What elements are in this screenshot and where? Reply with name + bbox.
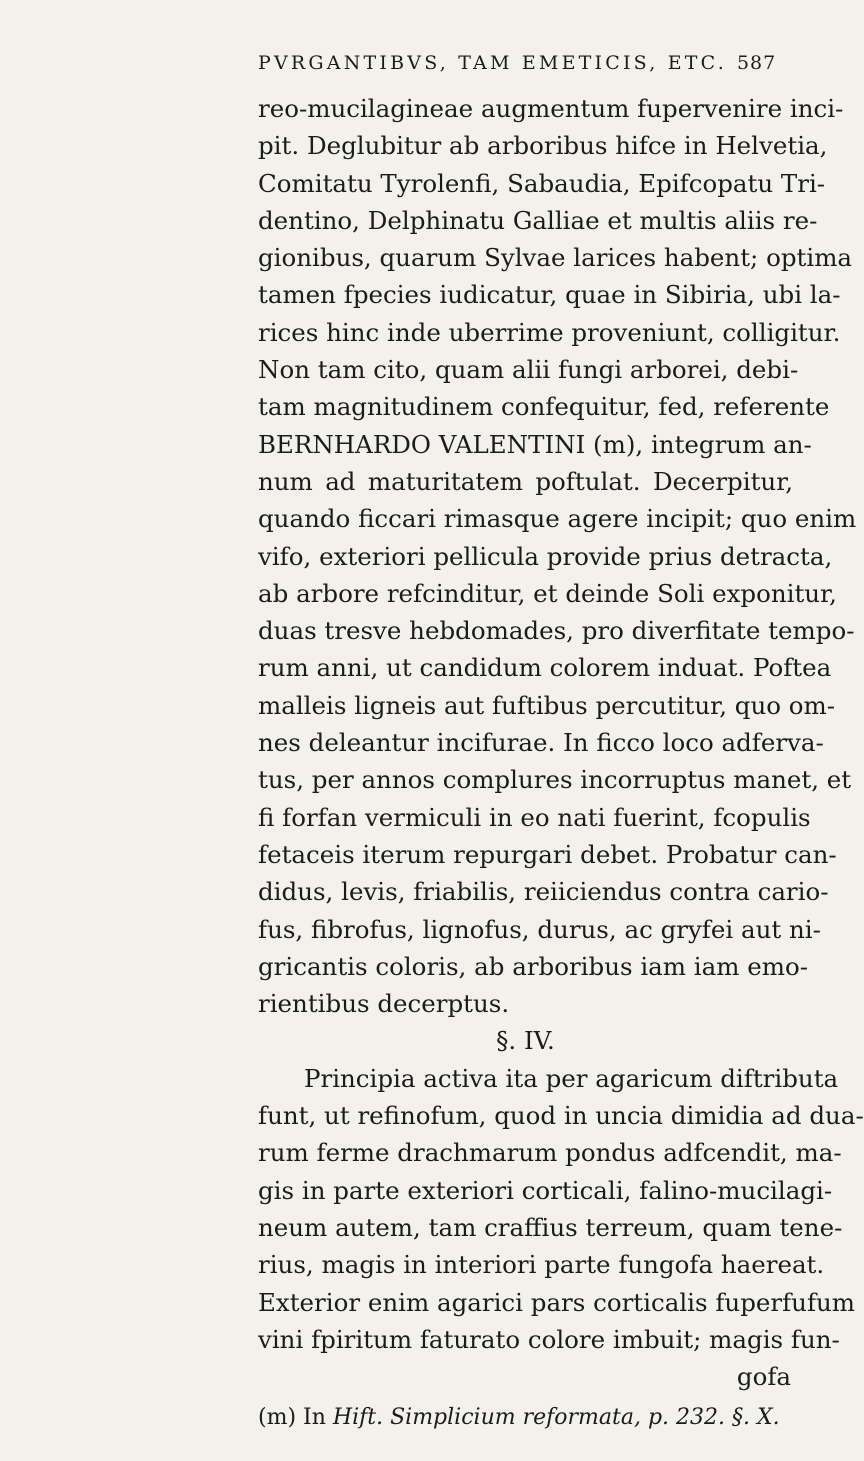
text-line: tamen fpecies iudicatur, quae in Sibiria, ubi la- — [258, 280, 841, 310]
text-line: fus, fibrofus, lignofus, durus, ac gryfei aut ni- — [258, 914, 821, 944]
text-line: rius, magis in interiori parte fungofa haereat. — [258, 1250, 825, 1280]
text-line: pit. Deglubitur ab arboribus hifce in Helvetia, — [258, 131, 828, 161]
section-heading: §. IV. — [496, 1026, 555, 1056]
text-line: num ad maturitatem poftulat. Decerpitur, — [258, 466, 793, 496]
running-head — [258, 52, 790, 74]
text-line: didus, levis, friabilis, reiiciendus contra cario- — [258, 877, 829, 907]
text-line: gis in parte exteriori corticali, falino-mucilagi- — [258, 1175, 833, 1205]
footnote-source: Hift. Simplicium reformata, — [332, 1405, 641, 1430]
text-line: fetaceis iterum repurgari debet. Probatur can- — [258, 839, 837, 869]
text-line: rientibus decerptus. — [258, 989, 510, 1019]
text-line: Principia activa ita per agaricum diftributa — [304, 1063, 839, 1093]
text-line: Non tam cito, quam alii fungi arborei, debi- — [258, 355, 799, 385]
text-line: malleis ligneis aut fuftibus percutitur, quo om- — [258, 690, 836, 720]
text-line: nes deleantur incifurae. In ficco loco adferva- — [258, 728, 824, 758]
running-title: PVRGANTIBVS, TAM EMETICIS, ETC. — [258, 52, 727, 74]
text-line: vifo, exteriori pellicula provide prius detracta, — [258, 541, 833, 571]
page-number: 587 — [736, 52, 777, 74]
text-line: ab arbore refcinditur, et deinde Soli exponitur, — [258, 578, 837, 608]
text-line: funt, ut refinofum, quod in uncia dimidia ad dua- — [258, 1101, 864, 1131]
text-line: dentino, Delphinatu Galliae et multis aliis re- — [258, 205, 818, 235]
text-line: gricantis coloris, ab arboribus iam iam emo- — [258, 951, 809, 981]
text-line: Comitatu Tyrolenfi, Sabaudia, Epifcopatu Tri- — [258, 168, 826, 198]
text-line: BERNHARDO VALENTINI (m), integrum an- — [258, 429, 812, 459]
body-text — [258, 90, 864, 1395]
text-line: fi forfan vermiculi in eo nati fuerint, fcopulis — [258, 802, 811, 832]
footnote-marker: (m) In — [258, 1405, 326, 1430]
footnote-locator: p. 232. §. X. — [647, 1405, 780, 1430]
text-line: rum anni, ut candidum colorem induat. Poftea — [258, 653, 832, 683]
text-line: rices hinc inde uberrime proveniunt, colligitur. — [258, 317, 841, 347]
text-line: rum ferme drachmarum pondus adfcendit, ma- — [258, 1138, 842, 1168]
text-line: quando ficcari rimasque agere incipit; quo enim — [258, 504, 857, 534]
footnote — [258, 1400, 793, 1436]
text-line: duas tresve hebdomades, pro diverfitate tempo- — [258, 616, 855, 646]
text-line: gionibus, quarum Sylvae larices habent; optima — [258, 243, 853, 273]
text-line: tus, per annos complures incorruptus manet, et — [258, 765, 852, 795]
text-line: neum autem, tam craffius terreum, quam tene- — [258, 1212, 843, 1242]
text-line: reo-mucilagineae augmentum fupervenire inci- — [258, 94, 844, 123]
text-line: vini fpiritum faturato colore imbuit; magis fun- — [258, 1324, 840, 1354]
catchword: gofa — [736, 1362, 791, 1392]
text-line: tam magnitudinem confequitur, fed, referente — [258, 392, 830, 422]
text-line: Exterior enim agarici pars corticalis fuperfufum — [258, 1287, 856, 1317]
